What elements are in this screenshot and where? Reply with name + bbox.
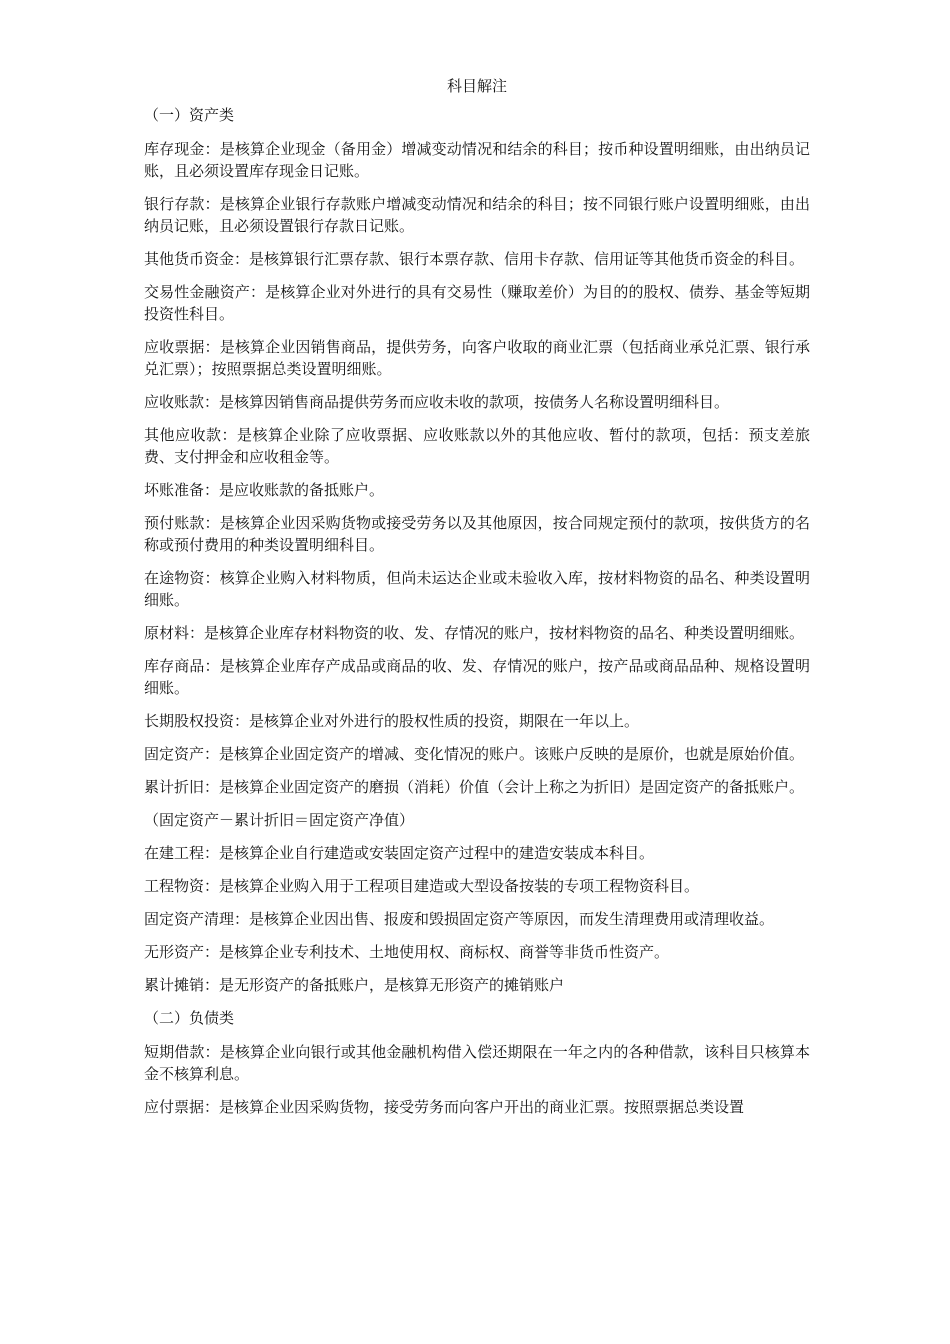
paragraph: 交易性金融资产：是核算企业对外进行的具有交易性（赚取差价）为目的的股权、债券、基金等短期投资性科目。 <box>144 283 810 323</box>
paragraph: 应收账款：是核算因销售商品提供劳务而应收未收的款项，按债务人名称设置明细科目。 <box>144 393 730 411</box>
paragraph: 在建工程：是核算企业自行建造或安装固定资产过程中的建造安装成本科目。 <box>144 844 655 862</box>
paragraph: 工程物资：是核算企业购入用于工程项目建造或大型设备按装的专项工程物资科目。 <box>144 877 700 895</box>
paragraph: 长期股权投资：是核算企业对外进行的股权性质的投资，期限在一年以上。 <box>144 712 640 730</box>
paragraph: 短期借款：是核算企业向银行或其他金融机构借入偿还期限在一年之内的各种借款，该科目只核算本金不核算利息。 <box>144 1043 810 1083</box>
document-title: 科目解注 <box>446 77 507 95</box>
section-heading-liabilities: （二）负债类 <box>144 1009 235 1027</box>
paragraph: 应收票据：是核算企业因销售商品，提供劳务，向客户收取的商业汇票（包括商业承兑汇票、银行承兑汇票）；按照票据总类设置明细账。 <box>144 338 810 378</box>
paragraph: 原材料：是核算企业库存材料物资的收、发、存情况的账户，按材料物资的品名、种类设置明细账。 <box>144 624 805 642</box>
paragraph: 银行存款：是核算企业银行存款账户增减变动情况和结余的科目；按不同银行账户设置明细账，由出纳员记账，且必须设置银行存款日记账。 <box>144 195 810 235</box>
document-body <box>144 104 810 1118</box>
paragraph: 其他应收款：是核算企业除了应收票据、应收账款以外的其他应收、暂付的款项，包括：预支差旅费、支付押金和应收租金等。 <box>144 426 810 466</box>
paragraph: 应付票据：是核算企业因采购货物，接受劳务而向客户开出的商业汇票。按照票据总类设置 <box>144 1098 745 1116</box>
paragraph: （固定资产－累计折旧＝固定资产净值） <box>144 811 415 829</box>
paragraph: 库存商品：是核算企业库存产成品或商品的收、发、存情况的账户，按产品或商品品种、规格设置明细账。 <box>144 657 810 697</box>
paragraph: 累计折旧：是核算企业固定资产的磨损（消耗）价值（会计上称之为折旧）是固定资产的备抵账户。 <box>144 778 805 796</box>
paragraph: 固定资产清理：是核算企业因出售、报废和毁损固定资产等原因，而发生清理费用或清理收益。 <box>144 910 775 928</box>
paragraph: 固定资产：是核算企业固定资产的增减、变化情况的账户。该账户反映的是原价，也就是原始价值。 <box>144 745 805 763</box>
paragraph: 在途物资：核算企业购入材料物质，但尚未运达企业或未验收入库，按材料物资的品名、种类设置明细账。 <box>144 569 810 609</box>
section-heading-assets: （一）资产类 <box>144 106 235 124</box>
paragraph: 库存现金：是核算企业现金（备用金）增减变动情况和结余的科目；按币种设置明细账，由出纳员记账，且必须设置库存现金日记账。 <box>144 140 810 180</box>
document-page <box>144 76 810 1129</box>
paragraph: 坏账准备：是应收账款的备抵账户。 <box>144 481 385 499</box>
paragraph: 无形资产：是核算企业专利技术、土地使用权、商标权、商誉等非货币性资产。 <box>144 943 670 961</box>
paragraph: 累计摊销：是无形资产的备抵账户，是核算无形资产的摊销账户 <box>144 976 565 994</box>
paragraph: 其他货币资金：是核算银行汇票存款、银行本票存款、信用卡存款、信用证等其他货币资金的科目。 <box>144 250 805 268</box>
paragraph: 预付账款：是核算企业因采购货物或接受劳务以及其他原因，按合同规定预付的款项，按供货方的名称或预付费用的种类设置明细科目。 <box>144 514 810 554</box>
